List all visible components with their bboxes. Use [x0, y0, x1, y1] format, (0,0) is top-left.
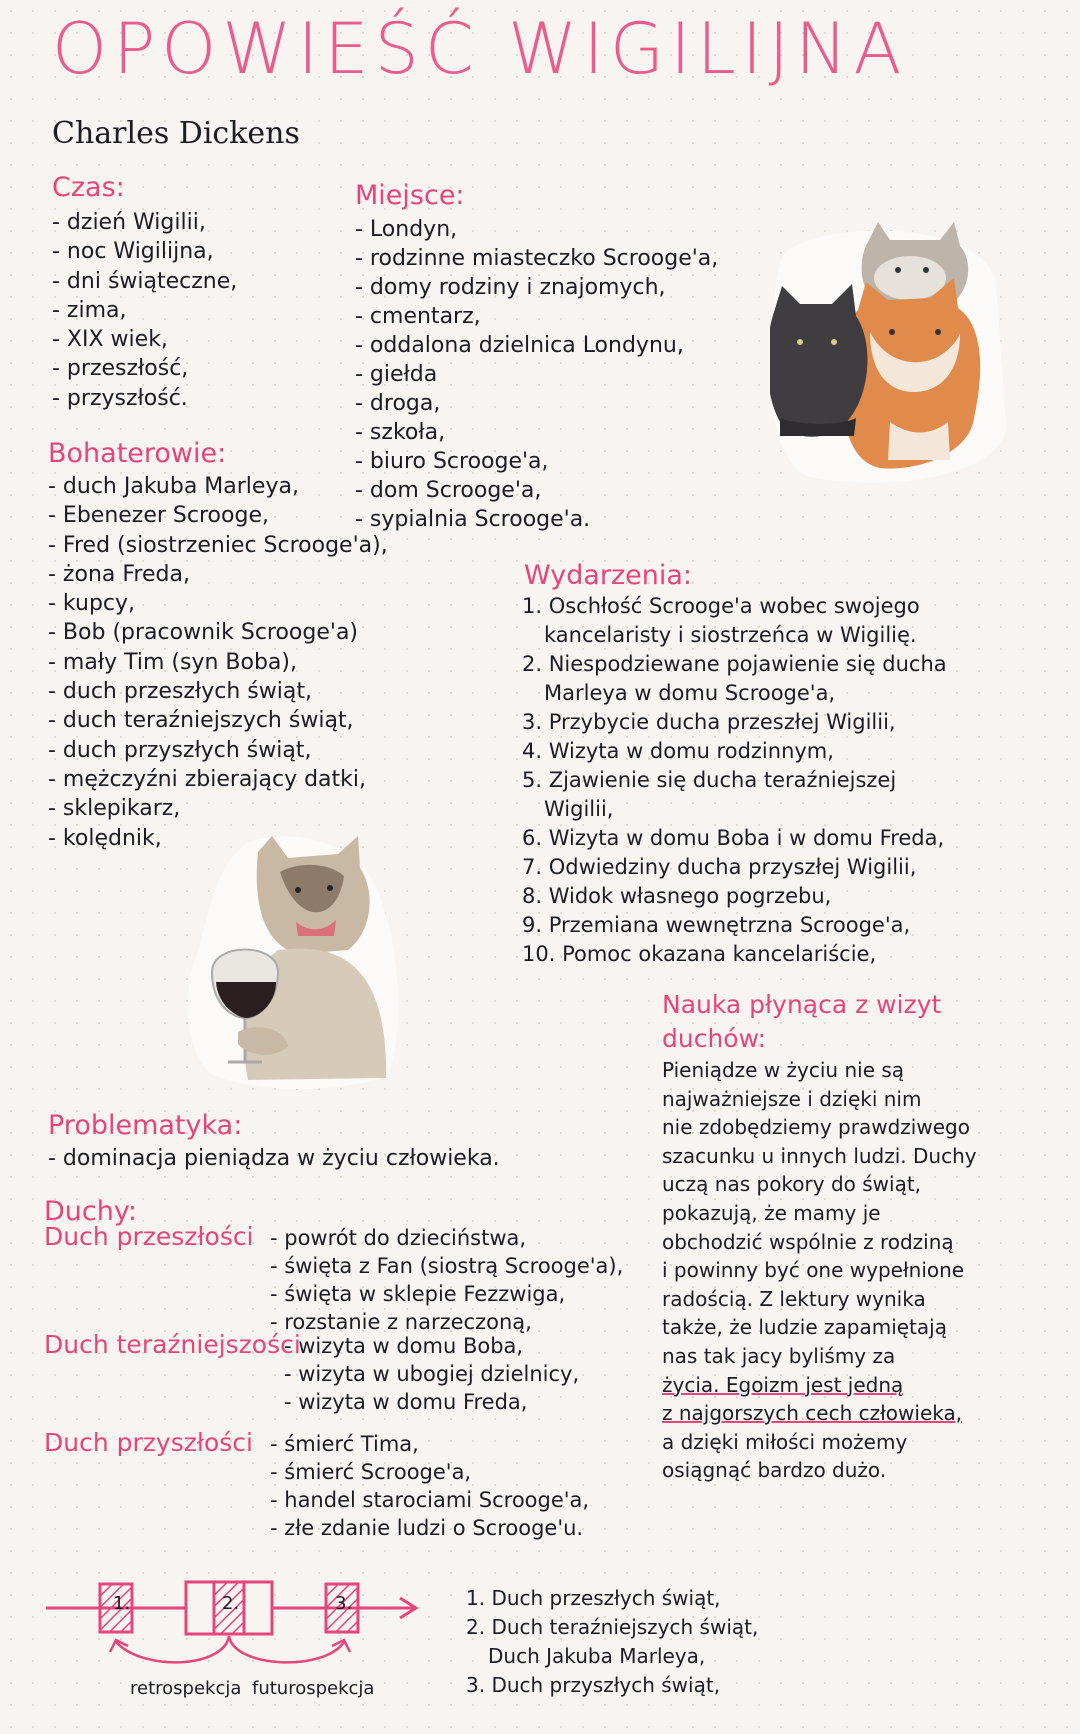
- duch-item: - wizyta w domu Boba,: [284, 1334, 524, 1358]
- wydarzenia-item: 7. Odwiedziny ducha przyszłej Wigilii,: [522, 855, 917, 879]
- bohaterowie-item: - sklepikarz,: [48, 796, 181, 822]
- dark-cat: [770, 284, 867, 437]
- czas-item: - przeszłość,: [52, 356, 189, 382]
- nauka-item: także, że ludzie zapamiętają: [662, 1315, 947, 1340]
- bohaterowie-item: - Ebenezer Scrooge,: [48, 503, 269, 529]
- miejsce-item: - oddalona dzielnica Londynu,: [355, 333, 684, 358]
- duch-items: [284, 1332, 579, 1416]
- czas-item: - przyszłość.: [52, 385, 188, 411]
- duch-items: [270, 1430, 589, 1542]
- wydarzenia-item: 6. Wizyta w domu Boba i w domu Freda,: [522, 826, 945, 850]
- legend-item: 2. Duch teraźniejszych świąt,: [466, 1615, 759, 1639]
- nauka-item: osiągnąć bardzo dużo.: [662, 1458, 887, 1483]
- wydarzenia-item: 1. Oschłość Scrooge'a wobec swojego: [522, 594, 920, 618]
- miejsce-item: - rodzinne miasteczko Scrooge'a,: [355, 246, 719, 271]
- duch-name: Duch przeszłości: [44, 1222, 254, 1251]
- miejsce-list: [355, 215, 718, 534]
- nauka-item: życia. Egoizm jest jedną: [662, 1372, 904, 1397]
- nauka-item: a dzięki miłości możemy: [662, 1429, 908, 1454]
- czas-heading: Czas:: [52, 172, 125, 203]
- wydarzenia-item: Wigilii,: [544, 797, 614, 821]
- wydarzenia-item: 8. Widok własnego pogrzebu,: [522, 884, 832, 908]
- bohaterowie-item: - Bob (pracownik Scrooge'a): [48, 620, 359, 646]
- bohaterowie-item: - mały Tim (syn Boba),: [48, 649, 297, 675]
- duch-name: Duch teraźniejszości: [44, 1330, 301, 1359]
- nauka-item: radością. Z lektury wynika: [662, 1286, 926, 1311]
- miejsce-item: - dom Scrooge'a,: [355, 478, 542, 503]
- nauka-item: uczą nas pokory do świąt,: [662, 1172, 922, 1197]
- bohaterowie-item: - mężczyźni zbierający datki,: [48, 766, 367, 792]
- miejsce-item: - biuro Scrooge'a,: [355, 449, 549, 474]
- bohaterowie-item: - kolędnik,: [48, 825, 162, 851]
- futuro-arrow: [229, 1636, 344, 1662]
- nauka-item: nie zdobędziemy prawdziwego: [662, 1115, 970, 1140]
- miejsce-item: - giełda: [355, 362, 438, 387]
- bohaterowie-item: - żona Freda,: [48, 561, 190, 587]
- problematyka-text: - dominacja pieniądza w życiu człowieka.: [48, 1146, 500, 1171]
- legend-item: 3. Duch przyszłych świąt,: [466, 1673, 721, 1697]
- czas-item: - dzień Wigilii,: [52, 210, 206, 235]
- cat-with-wine-sticker: [188, 832, 408, 1092]
- legend-item: Duch Jakuba Marleya,: [488, 1644, 706, 1668]
- wydarzenia-item: kancelaristy i siostrzeńca w Wigilię.: [544, 623, 917, 647]
- duch-item: - święta w sklepie Fezzwiga,: [270, 1282, 566, 1306]
- bohaterowie-item: - duch teraźniejszych świąt,: [48, 708, 354, 734]
- nauka-heading: Nauka płynąca z wizyt: [662, 990, 942, 1019]
- bohaterowie-item: - kupcy,: [48, 591, 136, 617]
- wydarzenia-item: 10. Pomoc okazana kancelariście,: [522, 942, 877, 966]
- wydarzenia-item: 5. Zjawienie się ducha teraźniejszej: [522, 768, 897, 792]
- nauka-item: z najgorszych cech człowieka,: [662, 1401, 963, 1426]
- bohaterowie-item: - duch przeszłych świąt,: [48, 679, 312, 705]
- czas-item: - dni świąteczne,: [52, 268, 238, 294]
- bohaterowie-item: - duch przyszłych świąt,: [48, 737, 312, 763]
- timeline-label-2: 2.: [222, 1593, 240, 1614]
- bohaterowie-item: - Fred (siostrzeniec Scrooge'a),: [48, 532, 388, 558]
- duch-item: - wizyta w ubogiej dzielnicy,: [284, 1362, 580, 1386]
- duch-item: - śmierć Scrooge'a,: [270, 1460, 472, 1484]
- nauka-item: obchodzić wspólnie z rodziną: [662, 1229, 954, 1254]
- duch-item: - święta z Fan (siostrą Scrooge'a),: [270, 1254, 624, 1278]
- wydarzenia-heading: Wydarzenia:: [524, 560, 693, 591]
- retro-label: retrospekcja: [130, 1678, 242, 1699]
- miejsce-item: - domy rodziny i znajomych,: [355, 275, 666, 300]
- miejsce-item: - sypialnia Scrooge'a.: [355, 507, 591, 532]
- nauka-item: najważniejsze i dzięki nim: [662, 1086, 922, 1111]
- bohaterowie-item: - duch Jakuba Marleya,: [48, 474, 299, 499]
- wydarzenia-item: 4. Wizyta w domu rodzinnym,: [522, 739, 834, 763]
- wydarzenia-list: [522, 592, 947, 969]
- nauka-item: nas tak jacy byliśmy za: [662, 1343, 896, 1368]
- page-title: OPOWIEŚĆ WIGILIJNA: [52, 8, 908, 90]
- duch-items: [270, 1224, 623, 1336]
- miejsce-item: - cmentarz,: [355, 304, 481, 329]
- futuro-label: futurospekcja: [252, 1678, 375, 1699]
- duch-item: - złe zdanie ludzi o Scrooge'u.: [270, 1516, 584, 1540]
- miejsce-heading: Miejsce:: [355, 180, 465, 211]
- bohaterowie-list: [48, 472, 388, 853]
- wydarzenia-item: 2. Niespodziewane pojawienie się ducha: [522, 652, 947, 676]
- duch-item: - wizyta w domu Freda,: [284, 1390, 528, 1414]
- legend-item: 1. Duch przeszłych świąt,: [466, 1586, 721, 1610]
- nauka-item: i powinny być one wypełnione: [662, 1258, 965, 1283]
- nauka-item: pokazują, że mamy je: [662, 1200, 881, 1225]
- duch-item: - handel starociami Scrooge'a,: [270, 1488, 590, 1512]
- czas-item: - zima,: [52, 297, 127, 323]
- duch-name: Duch przyszłości: [44, 1428, 253, 1457]
- wydarzenia-item: 3. Przybycie ducha przeszłej Wigilii,: [522, 710, 896, 734]
- miejsce-item: - Londyn,: [355, 217, 458, 242]
- duchy-heading: Duchy:: [44, 1196, 137, 1227]
- miejsce-item: - droga,: [355, 391, 441, 416]
- nauka-text: [662, 1056, 977, 1485]
- nauka-heading-2: duchów:: [662, 1024, 767, 1053]
- problematyka-heading: Problematyka:: [48, 1110, 243, 1141]
- czas-item: - noc Wigilijna,: [52, 239, 214, 265]
- duch-item: - rozstanie z narzeczoną,: [270, 1310, 532, 1334]
- nauka-item: szacunku u innych ludzi. Duchy: [662, 1143, 977, 1168]
- bohaterowie-heading: Bohaterowie:: [48, 438, 227, 469]
- timeline-label-3: 3.: [335, 1593, 353, 1614]
- retro-arrow: [116, 1636, 229, 1662]
- cats-hugging-sticker: [770, 222, 1010, 490]
- wydarzenia-item: Marleya w domu Scrooge'a,: [544, 681, 836, 705]
- czas-list: [52, 208, 237, 413]
- wydarzenia-item: 9. Przemiana wewnętrzna Scrooge'a,: [522, 913, 911, 937]
- miejsce-item: - szkoła,: [355, 420, 446, 445]
- duch-item: - śmierć Tima,: [270, 1432, 419, 1456]
- nauka-item: Pieniądze w życiu nie są: [662, 1058, 905, 1082]
- author-name: Charles Dickens: [52, 116, 300, 151]
- timeline-label-1: 1.: [113, 1593, 131, 1614]
- czas-item: - XIX wiek,: [52, 327, 168, 353]
- duch-item: - powrót do dzieciństwa,: [270, 1226, 527, 1250]
- timeline-legend: [466, 1584, 758, 1700]
